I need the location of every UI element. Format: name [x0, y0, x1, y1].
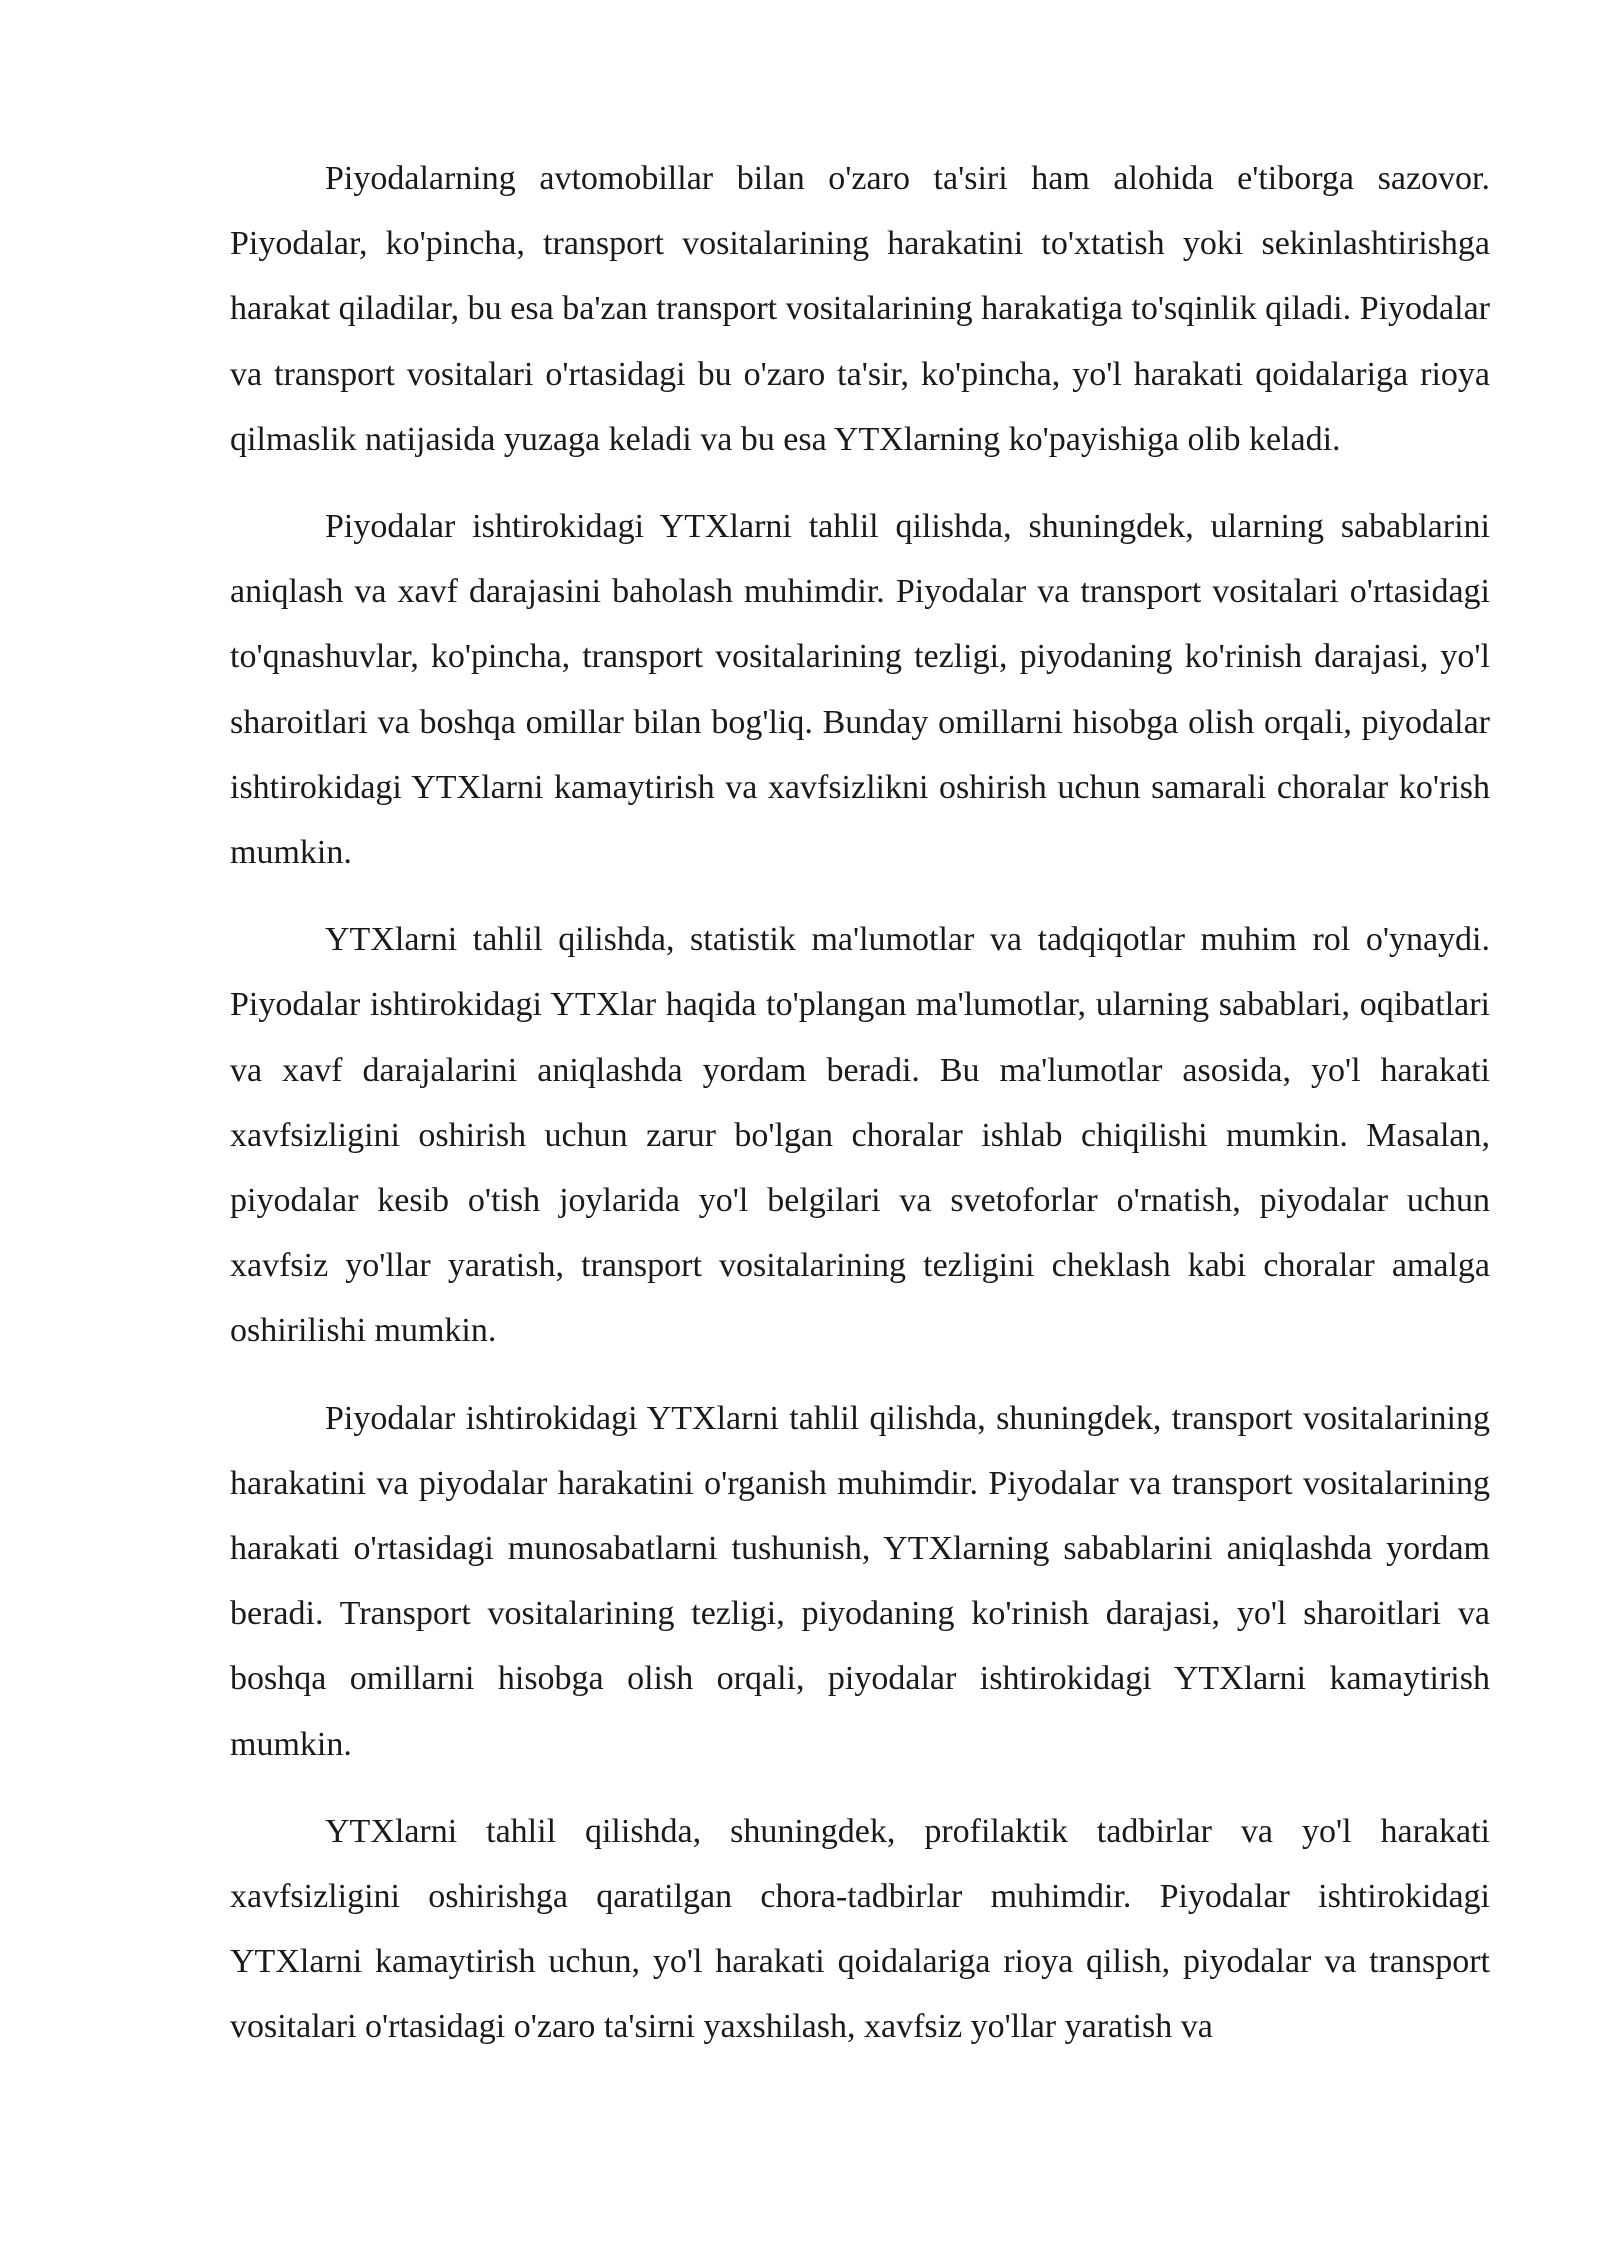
- paragraph-2: Piyodalar ishtirokidagi YTXlarni tahlil qilishda, shuningdek, ularning sabablarini aniqlash va xavf darajasini baholash muhimdir. Piyodalar va transport vositalari o'rtasidagi to'qnashuvlar, ko'pincha, transport vositalarining tezligi, piyodaning ko'rinish darajasi, yo'l sharoitlari va boshqa omillar bilan bog'liq. Bunday omillarni hisobga olish orqali, piyodalar ishtirokidagi YTXlarni kamaytirish va xavfsizlikni oshirish uchun samarali choralar ko'rish mumkin.: [230, 508, 1490, 872]
- document-body: [230, 146, 1490, 2082]
- paragraph-4: Piyodalar ishtirokidagi YTXlarni tahlil qilishda, shuningdek, transport vositalarining harakatini va piyodalar harakatini o'rganish muhimdir. Piyodalar va transport vositalarining harakati o'rtasidagi munosabatlarni tushunish, YTXlarning sabablarini aniqlashda yordam beradi. Transport vositalarining tezligi, piyodaning ko'rinish darajasi, yo'l sharoitlari va boshqa omillarni hisobga olish orqali, piyodalar ishtirokidagi YTXlarni kamaytirish mumkin.: [230, 1399, 1490, 1763]
- paragraph-1: Piyodalarning avtomobillar bilan o'zaro ta'siri ham alohida e'tiborga sazovor. Piyodalar, ko'pincha, transport vositalarining harakatini to'xtatish yoki sekinlashtirishga harakat qiladilar, bu esa ba'zan transport vositalarining harakatiga to'sqinlik qiladi. Piyodalar va transport vositalari o'rtasidagi bu o'zaro ta'sir, ko'pincha, yo'l harakati qoidalariga rioya qilmaslik natijasida yuzaga keladi va bu esa YTXlarning ko'payishiga olib keladi.: [230, 160, 1490, 458]
- paragraph-3: YTXlarni tahlil qilishda, statistik ma'lumotlar va tadqiqotlar muhim rol o'ynaydi. Piyodalar ishtirokidagi YTXlar haqida to'plangan ma'lumotlar, ularning sabablari, oqibatlari va xavf darajalarini aniqlashda yordam beradi. Bu ma'lumotlar asosida, yo'l harakati xavfsizligini oshirish uchun zarur bo'lgan choralar ishlab chiqilishi mumkin. Masalan, piyodalar kesib o'tish joylarida yo'l belgilari va svetoforlar o'rnatish, piyodalar uchun xavfsiz yo'llar yaratish, transport vositalarining tezligini cheklash kabi choralar amalga oshirilishi mumkin.: [230, 921, 1490, 1350]
- paragraph-5: YTXlarni tahlil qilishda, shuningdek, profilaktik tadbirlar va yo'l harakati xavfsizligini oshirishga qaratilgan chora-tadbirlar muhimdir. Piyodalar ishtirokidagi YTXlarni kamaytirish uchun, yo'l harakati qoidalariga rioya qilish, piyodalar va transport vositalari o'rtasidagi o'zaro ta'sirni yaxshilash, xavfsiz yo'llar yaratish va: [230, 1812, 1490, 2046]
